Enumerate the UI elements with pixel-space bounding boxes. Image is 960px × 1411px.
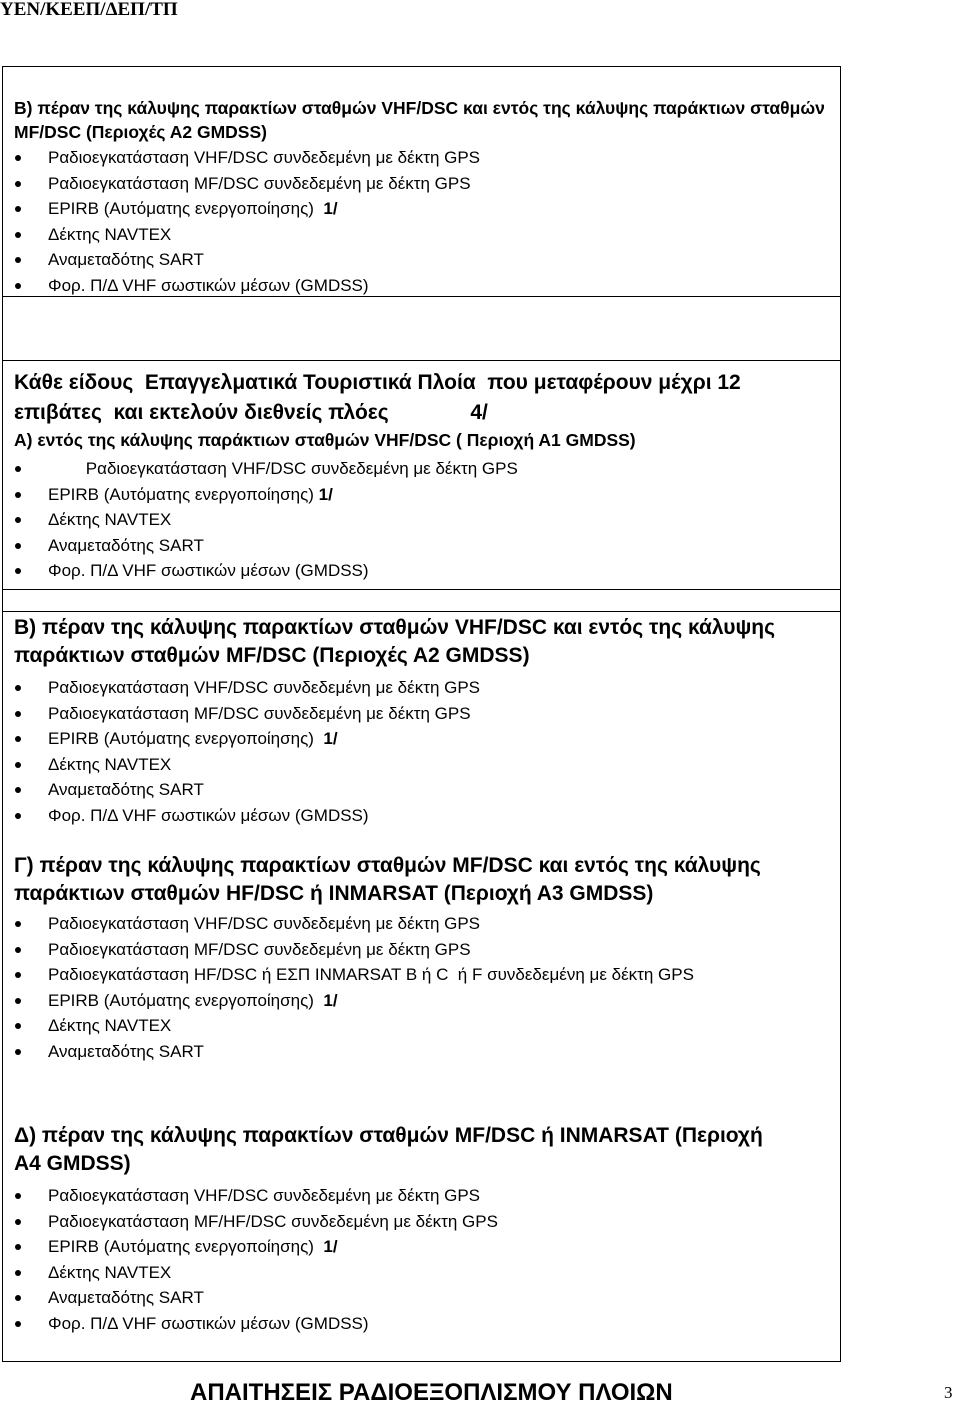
bullet-icon — [15, 972, 21, 978]
equipment-list — [14, 675, 834, 829]
vessel-category-title: Κάθε είδους Επαγγελματικά Τουριστικά Πλοία που μεταφέρουν μέχρι 12 επιβάτες και εκτελούν διεθνείς πλόες 4/ — [14, 371, 747, 424]
item-text: Αναμεταδότης SART — [48, 780, 204, 800]
list-item — [14, 988, 834, 1014]
zone-d-heading: Δ) πέραν της κάλυψης παρακτίων σταθμών MF/DSC ή INMARSAT (Περιοχή Α4 GMDSS) — [14, 1124, 763, 1175]
item-text: Ραδιοεγκατάσταση MF/HF/DSC συνδεδεμένη με δέκτη GPS — [48, 1211, 498, 1231]
list-item — [14, 803, 834, 829]
bullet-icon — [15, 813, 21, 819]
equipment-list — [14, 456, 834, 584]
item-text: Ραδιοεγκατάσταση MF/DSC συνδεδεμένη με δέκτη GPS — [48, 703, 471, 723]
zone-a-heading: Α) εντός της κάλυψης παράκτιων σταθμών VHF/DSC ( Περιοχή Α1 GMDSS) — [14, 430, 636, 450]
section-zone-b-first — [14, 96, 834, 299]
list-item — [14, 145, 834, 171]
list-item — [14, 507, 834, 533]
item-text: Ραδιοεγκατάσταση VHF/DSC συνδεδεμένη με δέκτη GPS — [48, 678, 481, 697]
footnote-ref: 1/ — [323, 990, 338, 1010]
list-item — [14, 1311, 834, 1337]
footer-title: ΑΠΑΙΤΗΣΕΙΣ ΡΑΔΙΟΕΞΟΠΛΙΣΜΟΥ ΠΛΟΙΩΝ — [190, 1379, 673, 1406]
bullet-icon — [15, 543, 21, 549]
bullet-icon — [15, 1244, 21, 1250]
item-text: Δέκτης NAVTEX — [48, 754, 172, 774]
zone-b-heading: Β) πέραν της κάλυψης παρακτίων σταθμών VHF/DSC και εντός της κάλυψης παράκτιων σταθμών MF/DSC (Περιοχές Α2 GMDSS) — [14, 616, 776, 667]
section-zone-a — [14, 428, 834, 584]
table-row-separator — [2, 611, 841, 612]
item-text: Ραδιοεγκατάσταση MF/DSC συνδεδεμένη με δέκτη GPS — [48, 173, 471, 193]
item-text: Αναμεταδότης SART — [48, 535, 204, 555]
footnote-ref: 1/ — [318, 484, 333, 504]
bullet-icon — [15, 1295, 21, 1301]
list-item — [14, 911, 834, 937]
item-text: Δέκτης NAVTEX — [48, 510, 172, 530]
list-item — [14, 558, 834, 584]
page-number: 3 — [944, 1383, 953, 1402]
item-text: EPIRB (Αυτόματης ενεργοποίησης) — [48, 990, 324, 1010]
bullet-icon — [15, 736, 21, 742]
item-text: Φορ. Π/Δ VHF σωστικών μέσων (GMDSS) — [48, 561, 369, 581]
bullet-icon — [15, 711, 21, 717]
table-row-separator — [2, 589, 841, 590]
item-text: Ραδιοεγκατάσταση VHF/DSC συνδεδεμένη με δέκτη GPS — [48, 1186, 481, 1205]
item-text: EPIRB (Αυτόματης ενεργοποίησης) — [48, 729, 324, 749]
item-text: Ραδιοεγκατάσταση MF/DSC συνδεδεμένη με δέκτη GPS — [48, 939, 471, 959]
list-item — [14, 1039, 834, 1065]
list-item — [14, 752, 834, 778]
table-right-edge — [840, 297, 841, 360]
footnote-ref: 1/ — [323, 1237, 338, 1257]
bullet-icon — [15, 947, 21, 953]
item-text: Αναμεταδότης SART — [48, 250, 204, 270]
list-item — [14, 1285, 834, 1311]
equipment-list — [14, 911, 834, 1065]
section-heading: Β) πέραν της κάλυψης παρακτίων σταθμών VHF/DSC και εντός της κάλυψης παράκτιων σταθμών MF/DSC (Περιοχές Α2 GMDSS) — [14, 98, 825, 142]
list-item — [14, 171, 834, 197]
item-text: Δέκτης NAVTEX — [48, 1016, 172, 1036]
list-item — [14, 1209, 834, 1235]
list-item — [14, 726, 834, 752]
list-item — [14, 962, 834, 988]
bullet-icon — [15, 998, 21, 1004]
bullet-icon — [15, 257, 21, 263]
bullet-icon — [15, 232, 21, 238]
bullet-icon — [15, 1321, 21, 1327]
bullet-icon — [15, 762, 21, 768]
list-item — [14, 777, 834, 803]
table-left-edge — [2, 297, 3, 360]
list-item — [14, 937, 834, 963]
bullet-icon — [15, 1219, 21, 1225]
item-text: Φορ. Π/Δ VHF σωστικών μέσων (GMDSS) — [48, 1313, 369, 1333]
footnote-ref: 1/ — [323, 199, 338, 219]
section-zone-d — [14, 1122, 834, 1337]
item-text: Ραδιοεγκατάσταση VHF/DSC συνδεδεμένη με δέκτη GPS — [48, 914, 481, 933]
list-item — [14, 482, 834, 508]
item-text: Ραδιοεγκατάσταση VHF/DSC συνδεδεμένη με δέκτη GPS — [48, 148, 481, 167]
footnote-ref: 1/ — [323, 729, 338, 749]
list-item — [14, 1234, 834, 1260]
bullet-icon — [15, 283, 21, 289]
bullet-icon — [15, 1193, 21, 1199]
bullet-icon — [15, 1270, 21, 1276]
bullet-icon — [15, 155, 21, 161]
section-zone-b — [14, 614, 834, 829]
list-item — [14, 273, 834, 299]
bullet-icon — [15, 787, 21, 793]
item-text: Αναμεταδότης SART — [48, 1041, 204, 1061]
zone-c-heading: Γ) πέραν της κάλυψης παρακτίων σταθμών MF/DSC και εντός της κάλυψης παράκτιων σταθμών HF/DSC ή INMARSAT (Περιοχή Α3 GMDSS) — [14, 854, 761, 905]
list-item — [14, 222, 834, 248]
item-text: EPIRB (Αυτόματης ενεργοποίησης) — [48, 484, 319, 504]
document-code: ΥΕΝ/ΚΕΕΠ/ΔΕΠ/ΤΠ — [0, 0, 178, 20]
list-item — [14, 1013, 834, 1039]
item-text: Αναμεταδότης SART — [48, 1288, 204, 1308]
bullet-icon — [15, 1049, 21, 1055]
bullet-icon — [15, 492, 21, 498]
bullet-icon — [15, 921, 21, 927]
table-bottom-border — [2, 1361, 841, 1362]
item-text: EPIRB (Αυτόματης ενεργοποίησης) — [48, 199, 324, 219]
item-text: Φορ. Π/Δ VHF σωστικών μέσων (GMDSS) — [48, 805, 369, 825]
list-item — [14, 675, 834, 701]
vessel-category — [14, 368, 834, 428]
bullet-icon — [15, 1023, 21, 1029]
list-item — [14, 196, 834, 222]
list-item — [14, 456, 834, 482]
bullet-icon — [15, 466, 21, 472]
list-item — [14, 1183, 834, 1209]
list-item — [14, 247, 834, 273]
item-text: Ραδιοεγκατάσταση HF/DSC ή ΕΣΠ INMARSAT B ή C ή F συνδεδεμένη με δέκτη GPS — [48, 965, 694, 985]
item-text: Φορ. Π/Δ VHF σωστικών μέσων (GMDSS) — [48, 275, 369, 295]
bullet-icon — [15, 517, 21, 523]
item-text: Δέκτης NAVTEX — [48, 1262, 172, 1282]
equipment-list — [14, 1183, 834, 1337]
bullet-icon — [15, 206, 21, 212]
list-item — [14, 701, 834, 727]
bullet-icon — [15, 181, 21, 187]
item-text: EPIRB (Αυτόματης ενεργοποίησης) — [48, 1237, 324, 1257]
equipment-list — [14, 145, 834, 299]
bullet-icon — [15, 568, 21, 574]
list-item — [14, 1260, 834, 1286]
section-zone-c — [14, 852, 834, 1065]
item-text: Ραδιοεγκατάσταση VHF/DSC συνδεδεμένη με δέκτη GPS — [48, 459, 518, 478]
item-text: Δέκτης NAVTEX — [48, 224, 172, 244]
bullet-icon — [15, 685, 21, 691]
list-item — [14, 533, 834, 559]
